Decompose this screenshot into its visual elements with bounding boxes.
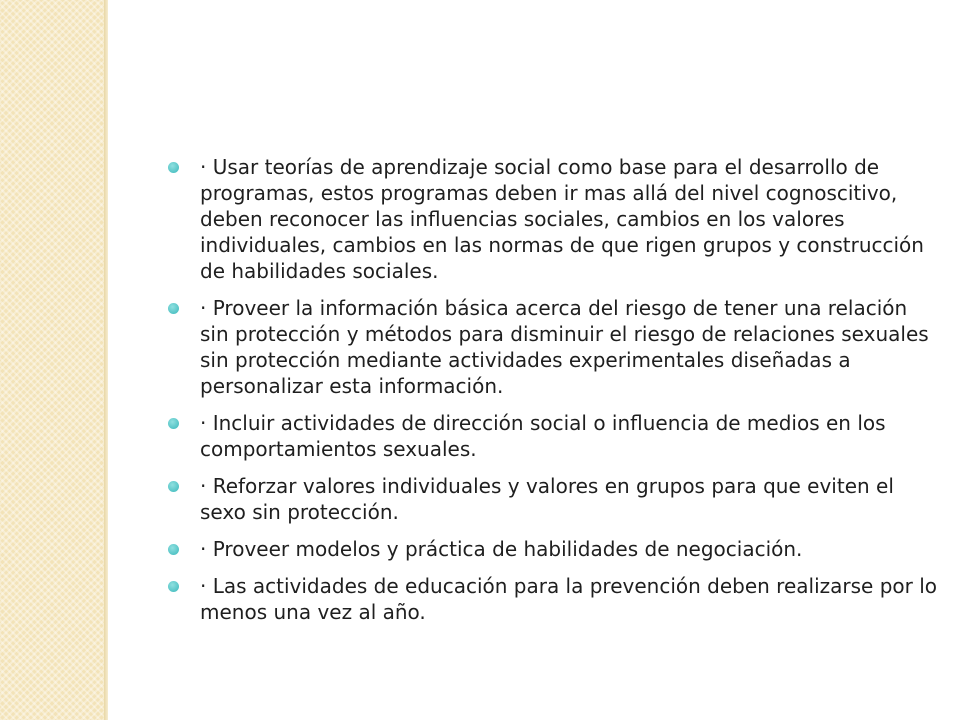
bullet-dot-icon <box>168 162 179 173</box>
bullet-item <box>168 295 940 399</box>
side-band-edge <box>104 0 108 720</box>
bullet-text: · Proveer modelos y práctica de habilidades de negociación. <box>200 537 803 561</box>
bullet-item <box>168 154 940 284</box>
bullet-text: · Incluir actividades de dirección social o influencia de medios en los comportamientos sexuales. <box>200 411 886 461</box>
bullet-text: · Las actividades de educación para la prevención deben realizarse por lo menos una vez al año. <box>200 574 938 624</box>
bullet-text: · Usar teorías de aprendizaje social como base para el desarrollo de programas, estos programas deben ir mas allá del nivel cognoscitivo, deben reconocer las influencias sociales, cambios en los valores individuales, cambios en las normas de que rigen grupos y construcción de habilidades sociales. <box>200 155 924 283</box>
bullet-list <box>168 154 940 625</box>
decorative-side-band <box>0 0 104 720</box>
bullet-dot-icon <box>168 481 179 492</box>
bullet-dot-icon <box>168 544 179 555</box>
bullet-item <box>168 410 940 462</box>
bullet-item <box>168 473 940 525</box>
bullet-dot-icon <box>168 303 179 314</box>
bullet-dot-icon <box>168 418 179 429</box>
bullet-text: · Reforzar valores individuales y valores en grupos para que eviten el sexo sin protección. <box>200 474 894 524</box>
slide-content <box>168 154 940 636</box>
bullet-item <box>168 573 940 625</box>
bullet-text: · Proveer la información básica acerca del riesgo de tener una relación sin protección y métodos para disminuir el riesgo de relaciones sexuales sin protección mediante actividades experimentales diseñadas a personalizar esta información. <box>200 296 929 398</box>
bullet-item <box>168 536 940 562</box>
bullet-dot-icon <box>168 581 179 592</box>
